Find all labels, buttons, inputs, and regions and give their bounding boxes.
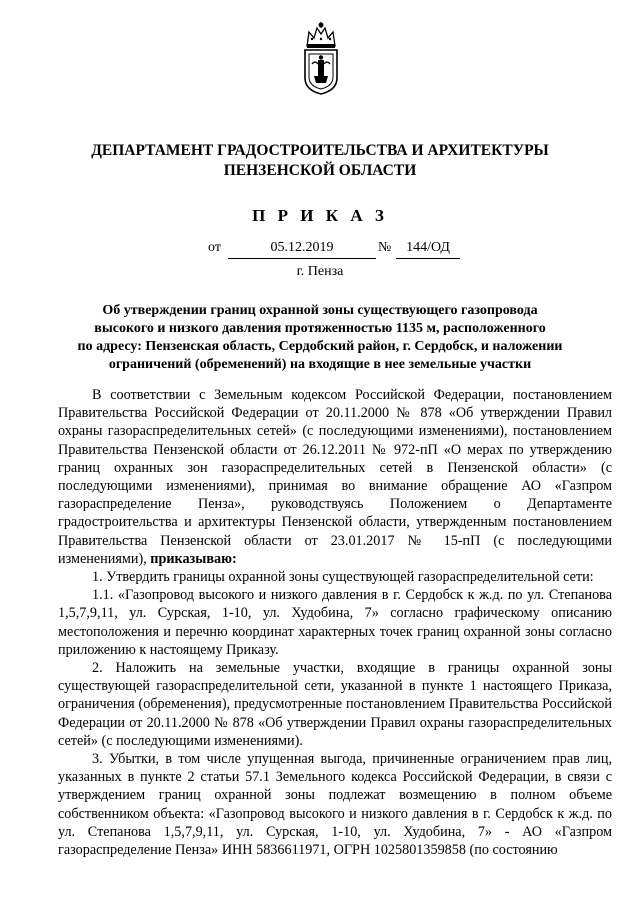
clause-2: 2. Наложить на земельные участки, входящие в границы охранной зоны существующей газораспределительной сети, указанной в пункте 1 настоящего Приказа, ограничения (обременения), предусмотренные постановлением Правительства Российской Федерации от 20.11.2000 № 878 «Об утверждении Правил охраны газораспределительных сетей» (с последующими изменениями). bbox=[58, 660, 612, 749]
subject-line-4: ограничений (обременений) на входящие в нее земельные участки bbox=[108, 357, 532, 372]
subject-line-3: по адресу: Пензенская область, Сердобский район, г. Сердобск, и наложении bbox=[77, 339, 563, 354]
clause-1: 1. Утвердить границы охранной зоны существующей газораспределительной сети: bbox=[92, 569, 594, 586]
order-title: П Р И К А З bbox=[252, 206, 388, 225]
preamble-paragraph bbox=[58, 386, 612, 568]
clause-3: 3. Убытки, в том числе упущенная выгода, причиненные ограничением прав лиц, указанных в пункте 2 статьи 57.1 Земельного кодекса Российской Федерации, в связи с утверждением границ охранной зоны подлежат возмещению в полном объеме собственником объекта: «Газопровод высокого и низкого давления в г. Сердобск к ж.д. по ул. Степанова 1,5,7,9,11, ул. Сурская, 1-10, ул. Худобина, 7» - АО «Газпром газораспределение Пенза» ИНН 5836611971, ОГРН 1025801359858 (по состоянию bbox=[58, 751, 612, 859]
number-prefix: № bbox=[378, 240, 392, 255]
department-name-line2: ПЕНЗЕНСКОЙ ОБЛАСТИ bbox=[223, 162, 417, 179]
clause-1-1: 1.1. «Газопровод высокого и низкого давления в г. Сердобск к ж.д. по ул. Степанова 1,5,7,9,11, ул. Сурская, 1-10, ул. Худобина, 7» согласно графическому описанию местоположения и перечню координат характерных точек границ охранной зоны согласно приложению к настоящему Приказу. bbox=[58, 587, 612, 658]
order-number: 144/ОД bbox=[396, 240, 460, 259]
order-body bbox=[58, 386, 612, 859]
order-subject bbox=[58, 302, 582, 374]
preamble-text: В соответствии с Земельным кодексом Российской Федерации, постановлением Правительства Российской Федерации от 20.11.2000 № 878 «Об утверждении Правил охраны газораспределительных сетей» (с последующими изменениями), постановлением Правительства Пензенской области от 26.12.2011 № 972-пП «О мерах по утверждению границ охранных зон газораспределительных сетей в Пензенской области» (с последующими изменениями), принимая во внимание обращение АО «Газпром газораспределение Пенза», руководствуясь Положением о Департаменте градостроительства и архитектуры Пензенской области, утвержденным постановлением Правительства Пензенской области от 23.01.2017 № 15-пП (с последующими изменениями), bbox=[58, 387, 612, 567]
date-prefix: от bbox=[208, 240, 221, 255]
order-city: г. Пенза bbox=[296, 264, 344, 279]
decree-word: приказываю bbox=[150, 550, 232, 567]
order-date: 05.12.2019 bbox=[228, 240, 376, 259]
subject-line-2: высокого и низкого давления протяженностью 1135 м, расположенного bbox=[94, 321, 546, 336]
penza-coat-of-arms-icon bbox=[300, 20, 342, 96]
subject-line-1: Об утверждении границ охранной зоны существующего газопровода bbox=[102, 303, 538, 318]
decree-colon: : bbox=[231, 550, 237, 567]
department-name-line1: ДЕПАРТАМЕНТ ГРАДОСТРОИТЕЛЬСТВА И АРХИТЕКТУРЫ bbox=[91, 142, 549, 159]
